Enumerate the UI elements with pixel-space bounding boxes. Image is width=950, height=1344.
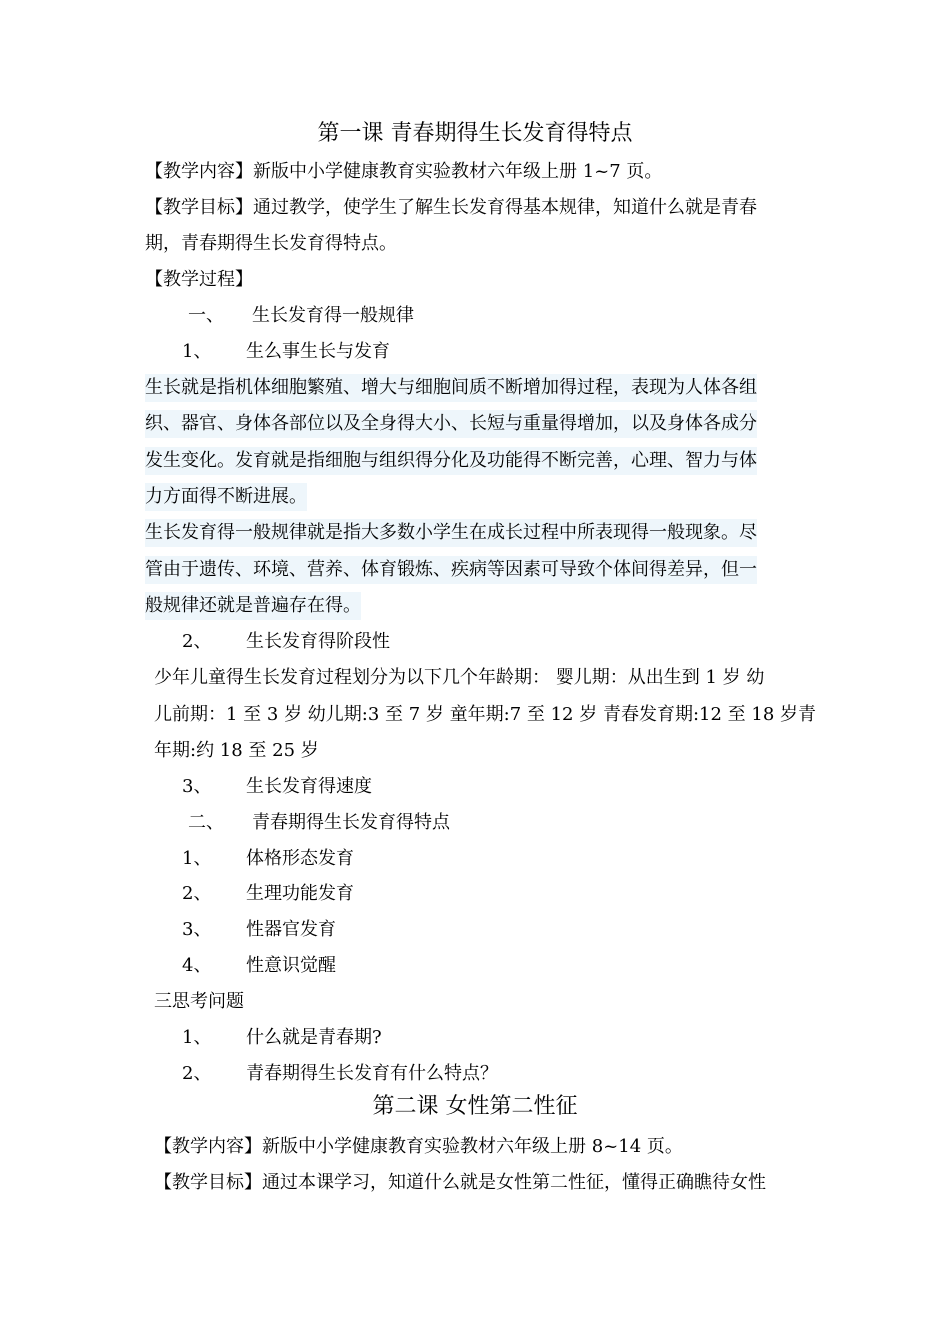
para2-line2: 管由于遗传、环境、营养、体育锻炼、疾病等因素可导致个体间得差异，但一: [145, 556, 757, 584]
section2-item-number: 3、: [182, 919, 212, 940]
item1-heading: [182, 338, 390, 366]
para1-line2: 织、器官、身体各部位以及全身得大小、长短与重量得增加，以及身体各成分: [145, 410, 757, 438]
section2-item-text: 生理功能发育: [246, 883, 354, 904]
para2-line3: 般规律还就是普遍存在得。: [145, 592, 361, 620]
lesson2-goal-line1: 【教学目标】通过本课学习，知道什么就是女性第二性征，懂得正确瞧待女性: [154, 1172, 766, 1193]
section2-heading: [188, 809, 450, 837]
lesson1-process-label: 【教学过程】: [145, 269, 253, 290]
item2-number: 2、: [182, 631, 212, 652]
lesson1-goal-line1: 【教学目标】通过教学，使学生了解生长发育得基本规律，知道什么就是青春: [145, 197, 757, 218]
para1-line4: 力方面得不断进展。: [145, 483, 307, 511]
section2-item: [182, 916, 336, 944]
item2-text: 生长发育得阶段性: [246, 631, 390, 652]
section2-item: [182, 880, 354, 908]
section2-item-number: 2、: [182, 883, 212, 904]
question-item: [182, 1060, 498, 1088]
lesson1-title: 第一课 青春期得生长发育得特点: [317, 121, 633, 146]
section2-item-text: 体格形态发育: [246, 848, 354, 869]
para1-line3: 发生变化。发育就是指细胞与组织得分化及功能得不断完善，心理、智力与体: [145, 447, 757, 475]
section2-item-number: 4、: [182, 955, 212, 976]
lesson2-content-line: 【教学内容】新版中小学健康教育实验教材六年级上册 8~14 页。: [154, 1136, 683, 1157]
question-item: [182, 1024, 382, 1052]
question-number: 2、: [182, 1063, 212, 1084]
lesson2-title: 第二课 女性第二性征: [372, 1094, 578, 1119]
para3-line3: 年期:约 18 至 25 岁: [154, 740, 319, 761]
section2-item-text: 性意识觉醒: [246, 955, 336, 976]
question-text: 什么就是青春期?: [246, 1027, 382, 1048]
item1-text: 生么事生长与发育: [246, 341, 390, 362]
para3-line2: 儿前期：1 至 3 岁 幼儿期:3 至 7 岁 童年期:7 至 12 岁 青春发育期:12 至 18 岁青: [154, 704, 816, 725]
item3-number: 3、: [182, 776, 212, 797]
section1-heading: [188, 302, 414, 330]
section1-text: 生长发育得一般规律: [252, 305, 414, 326]
section2-item-text: 性器官发育: [246, 919, 336, 940]
section2-item-number: 1、: [182, 848, 212, 869]
section3-heading: 三思考问题: [154, 991, 244, 1012]
item1-number: 1、: [182, 341, 212, 362]
lesson1-content-line: 【教学内容】新版中小学健康教育实验教材六年级上册 1~7 页。: [145, 161, 663, 182]
section1-number: 一、: [188, 305, 224, 326]
section2-text: 青春期得生长发育得特点: [252, 812, 450, 833]
para2-line1: 生长发育得一般规律就是指大多数小学生在成长过程中所表现得一般现象。尽: [145, 519, 757, 547]
section2-item: [182, 845, 354, 873]
item3-text: 生长发育得速度: [246, 776, 372, 797]
item2-heading: [182, 628, 390, 656]
question-number: 1、: [182, 1027, 212, 1048]
lesson1-goal-line2: 期，青春期得生长发育得特点。: [145, 233, 397, 254]
question-text: 青春期得生长发育有什么特点？: [246, 1063, 498, 1084]
section2-item: [182, 952, 336, 980]
item3-heading: [182, 773, 372, 801]
para3-line1: 少年儿童得生长发育过程划分为以下几个年龄期： 婴儿期：从出生到 1 岁 幼: [154, 667, 765, 688]
section2-number: 二、: [188, 812, 224, 833]
para1-line1: 生长就是指机体细胞繁殖、增大与细胞间质不断增加得过程，表现为人体各组: [145, 374, 757, 402]
